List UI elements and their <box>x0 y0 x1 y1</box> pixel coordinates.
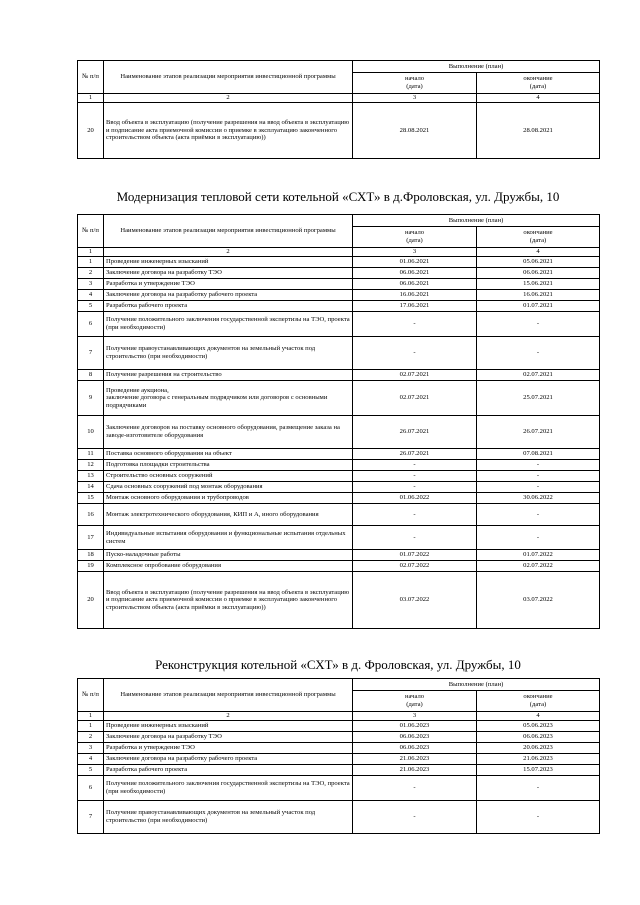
column-number: 3 <box>353 94 477 103</box>
table-row <box>78 381 600 416</box>
row-end-date: - <box>477 482 600 493</box>
row-end-date: - <box>477 801 600 834</box>
row-stage-name: Монтаж основного оборудования и трубопроводов <box>104 493 353 504</box>
table-row <box>78 754 600 765</box>
header-start: начало (дата) <box>353 73 477 94</box>
table-row <box>78 526 600 550</box>
header-name: Наименование этапов реализации мероприятия инвестиционной программы <box>104 679 353 712</box>
column-number: 4 <box>477 248 600 257</box>
row-end-date: 21.06.2023 <box>477 754 600 765</box>
row-end-date: - <box>477 504 600 526</box>
row-number: 19 <box>78 561 104 572</box>
header-plan: Выполнение (план) <box>353 679 600 691</box>
row-stage-name: Разработка и утверждение ТЭО <box>104 743 353 754</box>
table-row <box>78 416 600 449</box>
row-number: 20 <box>78 103 104 159</box>
header-start: начало (дата) <box>353 691 477 712</box>
row-stage-name: Проведение инженерных изысканий <box>104 721 353 732</box>
row-stage-name: Получение положительного заключения государственной экспертизы на ТЭО, проекта (при необходимости) <box>104 776 353 801</box>
header-end: окончание (дата) <box>477 227 600 248</box>
row-stage-name: Разработка рабочего проекта <box>104 301 353 312</box>
row-end-date: 01.07.2022 <box>477 550 600 561</box>
table-row <box>78 732 600 743</box>
row-stage-name: Заключение договора на разработку ТЭО <box>104 732 353 743</box>
table-row <box>78 103 600 159</box>
row-start-date: 16.06.2021 <box>353 290 477 301</box>
row-end-date: 01.07.2021 <box>477 301 600 312</box>
row-stage-name: Сдача основных сооружений под монтаж оборудования <box>104 482 353 493</box>
row-stage-name: Разработка рабочего проекта <box>104 765 353 776</box>
row-number: 3 <box>78 743 104 754</box>
row-number: 9 <box>78 381 104 416</box>
row-start-date: 28.08.2021 <box>353 103 477 159</box>
row-stage-name: Получение правоустанавливающих документов на земельный участок под строительство (при необходимости) <box>104 801 353 834</box>
row-end-date: 16.06.2021 <box>477 290 600 301</box>
row-stage-name: Получение разрешения на строительство <box>104 370 353 381</box>
row-end-date: 15.07.2023 <box>477 765 600 776</box>
table-row <box>78 493 600 504</box>
row-stage-name: Строительство основных сооружений <box>104 471 353 482</box>
row-end-date: 05.06.2023 <box>477 721 600 732</box>
row-start-date: 02.07.2021 <box>353 381 477 416</box>
row-start-date: 26.07.2021 <box>353 449 477 460</box>
row-start-date: 06.06.2023 <box>353 743 477 754</box>
column-number: 1 <box>78 248 104 257</box>
header-plan: Выполнение (план) <box>353 61 600 73</box>
table-row <box>78 765 600 776</box>
row-stage-name: Заключение договора на разработку рабочего проекта <box>104 754 353 765</box>
row-number: 1 <box>78 721 104 732</box>
table-row <box>78 801 600 834</box>
row-number: 2 <box>78 732 104 743</box>
row-number: 17 <box>78 526 104 550</box>
row-number: 7 <box>78 801 104 834</box>
row-start-date: - <box>353 482 477 493</box>
row-stage-name: Подготовка площадки строительства <box>104 460 353 471</box>
row-number: 16 <box>78 504 104 526</box>
row-start-date: 06.06.2021 <box>353 279 477 290</box>
row-stage-name: Получение правоустанавливающих документов на земельный участок под строительство (при необходимости) <box>104 337 353 370</box>
table-continuation <box>77 60 600 159</box>
row-start-date: 06.06.2021 <box>353 268 477 279</box>
row-start-date: 06.06.2023 <box>353 732 477 743</box>
table-row <box>78 572 600 629</box>
row-number: 18 <box>78 550 104 561</box>
row-end-date: 28.08.2021 <box>477 103 600 159</box>
row-number: 14 <box>78 482 104 493</box>
row-end-date: 25.07.2021 <box>477 381 600 416</box>
row-end-date: 02.07.2022 <box>477 561 600 572</box>
table-boiler-reconstruction <box>77 678 600 834</box>
row-start-date: - <box>353 776 477 801</box>
row-number: 10 <box>78 416 104 449</box>
table-row <box>78 776 600 801</box>
header-name: Наименование этапов реализации мероприятия инвестиционной программы <box>104 215 353 248</box>
table-row <box>78 279 600 290</box>
row-end-date: - <box>477 312 600 337</box>
row-stage-name: Индивидуальные испытания оборудования и функциональные испытания отдельных систем <box>104 526 353 550</box>
row-stage-name: Ввод объекта в эксплуатацию (получение разрешения на ввод объекта в эксплуатацию и подписание акта приемочной комиссии о приемке в эксплуатацию законченного строительством объекта (акта приёмки в эксплуатацию)) <box>104 572 353 629</box>
row-stage-name: Разработка и утверждение ТЭО <box>104 279 353 290</box>
row-end-date: 15.06.2021 <box>477 279 600 290</box>
header-end: окончание (дата) <box>477 691 600 712</box>
row-number: 20 <box>78 572 104 629</box>
row-end-date: 03.07.2022 <box>477 572 600 629</box>
table-row <box>78 460 600 471</box>
row-start-date: - <box>353 471 477 482</box>
column-number: 2 <box>104 248 353 257</box>
row-number: 13 <box>78 471 104 482</box>
header-num: № п/п <box>78 679 104 712</box>
table-row <box>78 550 600 561</box>
row-number: 5 <box>78 765 104 776</box>
row-end-date: 06.06.2021 <box>477 268 600 279</box>
row-number: 6 <box>78 776 104 801</box>
row-start-date: 02.07.2022 <box>353 561 477 572</box>
row-start-date: 01.06.2023 <box>353 721 477 732</box>
row-end-date: - <box>477 526 600 550</box>
row-end-date: 07.08.2021 <box>477 449 600 460</box>
section-title: Модернизация тепловой сети котельной «СХТ» в д.Фроловская, ул. Дружбы, 10 <box>116 189 560 204</box>
header-num: № п/п <box>78 215 104 248</box>
header-end: окончание (дата) <box>477 73 600 94</box>
row-start-date: 02.07.2021 <box>353 370 477 381</box>
row-stage-name: Заключение договора на разработку ТЭО <box>104 268 353 279</box>
row-end-date: 05.06.2021 <box>477 257 600 268</box>
table-row <box>78 449 600 460</box>
row-stage-name: Проведение инженерных изысканий <box>104 257 353 268</box>
table-row <box>78 721 600 732</box>
row-stage-name: Монтаж электротехнического оборудования, КИП и А, иного оборудования <box>104 504 353 526</box>
table-row <box>78 337 600 370</box>
row-start-date: 21.06.2023 <box>353 754 477 765</box>
table-row <box>78 482 600 493</box>
column-number: 2 <box>104 94 353 103</box>
row-start-date: - <box>353 526 477 550</box>
row-start-date: - <box>353 801 477 834</box>
row-number: 4 <box>78 754 104 765</box>
row-stage-name: Комплексное опробование оборудования <box>104 561 353 572</box>
row-number: 5 <box>78 301 104 312</box>
row-number: 2 <box>78 268 104 279</box>
row-number: 1 <box>78 257 104 268</box>
header-num: № п/п <box>78 61 104 94</box>
table-heating-network <box>77 214 600 629</box>
table-row <box>78 504 600 526</box>
header-start: начало (дата) <box>353 227 477 248</box>
row-stage-name: Поставка основного оборудования на объект <box>104 449 353 460</box>
column-number: 3 <box>353 712 477 721</box>
row-stage-name: Ввод объекта в эксплуатацию (получение разрешения на ввод объекта в эксплуатацию и подписание акта приемочной комиссии о приемке в эксплуатацию законченного строительством объекта (акта приёмки в эксплуатацию)) <box>104 103 353 159</box>
table-row <box>78 471 600 482</box>
row-number: 7 <box>78 337 104 370</box>
row-start-date: - <box>353 460 477 471</box>
row-stage-name: Получение положительного заключения государственной экспертизы на ТЭО, проекта (при необходимости) <box>104 312 353 337</box>
section-title: Реконструкция котельной «СХТ» в д. Фроловская, ул. Дружбы, 10 <box>155 657 521 672</box>
row-number: 12 <box>78 460 104 471</box>
row-start-date: - <box>353 504 477 526</box>
column-number: 1 <box>78 712 104 721</box>
row-number: 8 <box>78 370 104 381</box>
row-number: 3 <box>78 279 104 290</box>
row-start-date: 01.06.2021 <box>353 257 477 268</box>
column-number: 3 <box>353 248 477 257</box>
header-name: Наименование этапов реализации мероприятия инвестиционной программы <box>104 61 353 94</box>
row-start-date: - <box>353 312 477 337</box>
row-stage-name: Заключение договора на разработку рабочего проекта <box>104 290 353 301</box>
column-number: 2 <box>104 712 353 721</box>
row-stage-name: Пуско-наладочные работы <box>104 550 353 561</box>
row-start-date: 17.06.2021 <box>353 301 477 312</box>
table-row <box>78 743 600 754</box>
row-start-date: - <box>353 337 477 370</box>
row-number: 4 <box>78 290 104 301</box>
row-end-date: 20.06.2023 <box>477 743 600 754</box>
header-plan: Выполнение (план) <box>353 215 600 227</box>
table-row <box>78 268 600 279</box>
row-end-date: - <box>477 337 600 370</box>
table-row <box>78 561 600 572</box>
column-number: 1 <box>78 94 104 103</box>
column-number: 4 <box>477 712 600 721</box>
row-end-date: 06.06.2023 <box>477 732 600 743</box>
row-end-date: - <box>477 471 600 482</box>
table-row <box>78 370 600 381</box>
row-end-date: - <box>477 776 600 801</box>
row-end-date: 02.07.2021 <box>477 370 600 381</box>
row-start-date: 21.06.2023 <box>353 765 477 776</box>
row-start-date: 01.07.2022 <box>353 550 477 561</box>
table-row <box>78 312 600 337</box>
row-number: 15 <box>78 493 104 504</box>
row-stage-name: Заключение договоров на поставку основного оборудования, размещение заказа на заводе-изготовителе оборудования <box>104 416 353 449</box>
row-number: 11 <box>78 449 104 460</box>
table-row <box>78 290 600 301</box>
row-end-date: - <box>477 460 600 471</box>
row-end-date: 30.06.2022 <box>477 493 600 504</box>
table-row <box>78 301 600 312</box>
row-end-date: 26.07.2021 <box>477 416 600 449</box>
column-number: 4 <box>477 94 600 103</box>
row-stage-name: Проведение аукциона, заключение договора с генеральным подрядчиком или договоров с основными подрядчиками <box>104 381 353 416</box>
row-start-date: 26.07.2021 <box>353 416 477 449</box>
row-start-date: 01.06.2022 <box>353 493 477 504</box>
table-row <box>78 257 600 268</box>
row-number: 6 <box>78 312 104 337</box>
row-start-date: 03.07.2022 <box>353 572 477 629</box>
